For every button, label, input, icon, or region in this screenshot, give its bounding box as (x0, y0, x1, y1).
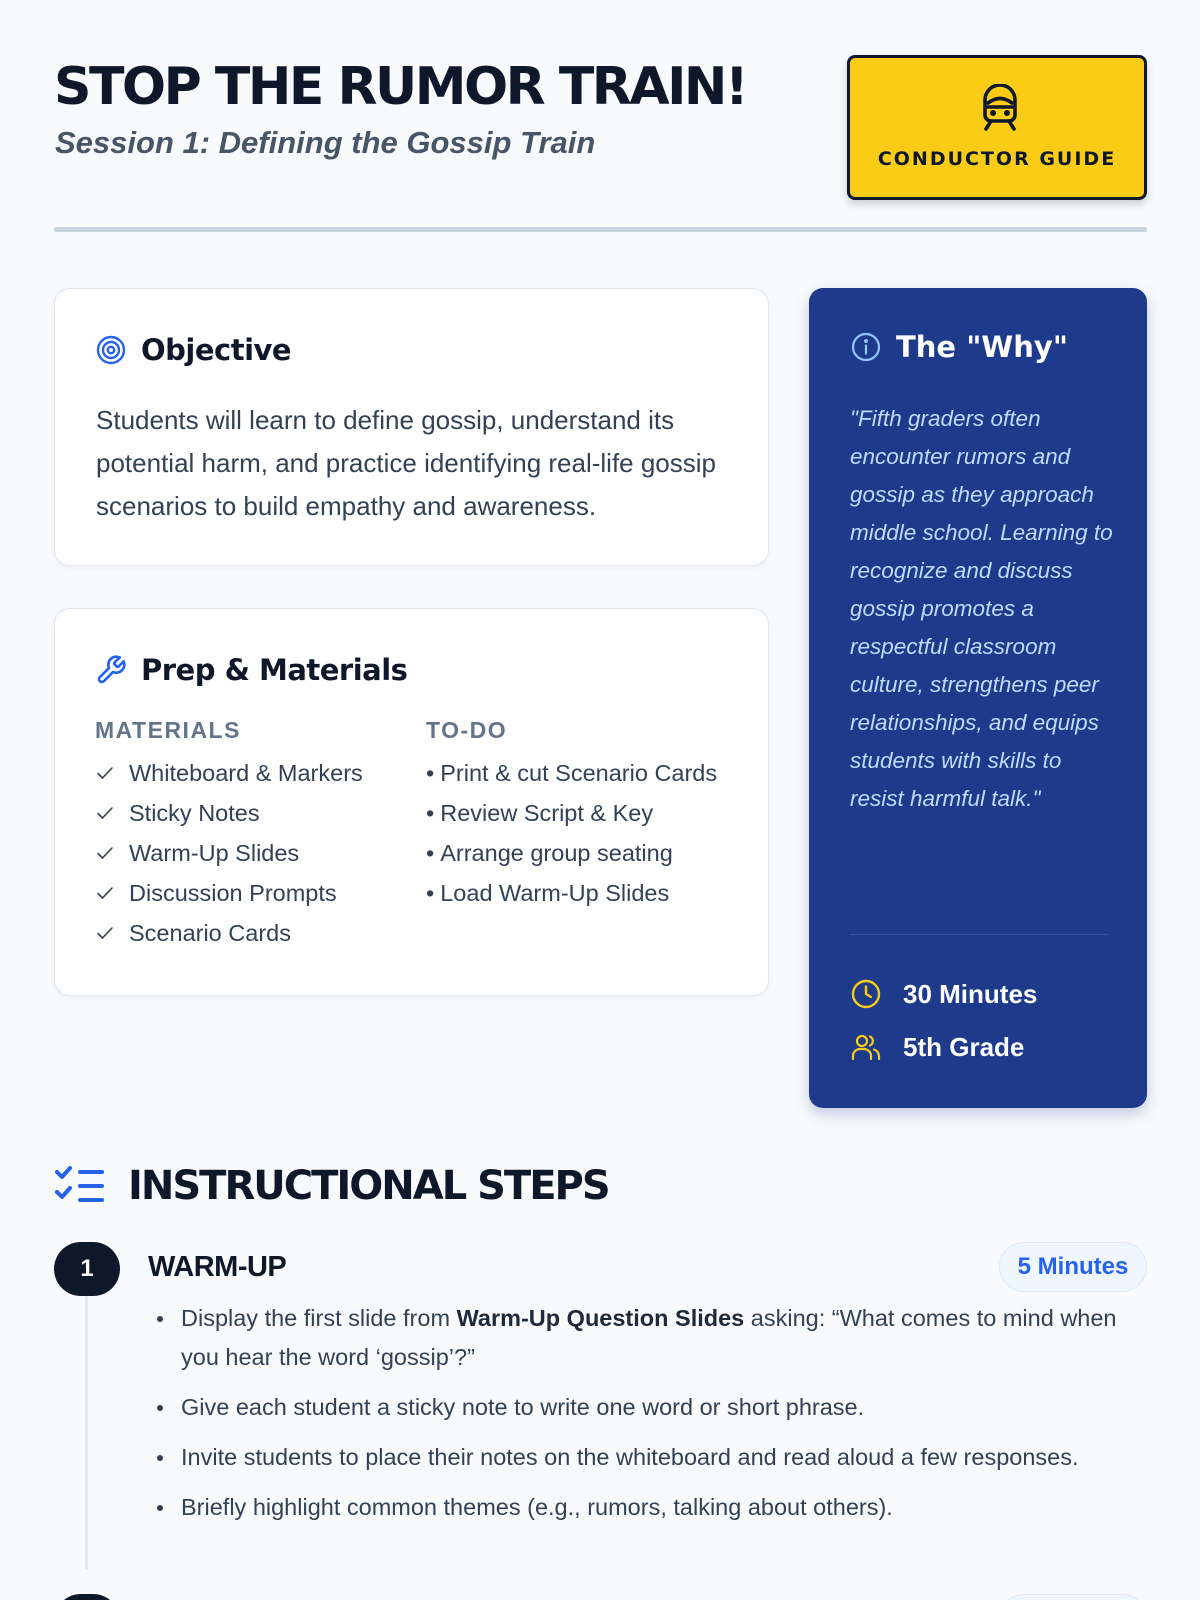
list-item: Briefly highlight common themes (e.g., rumors, talking about others). (156, 1488, 1146, 1527)
why-quote: "Fifth graders often encounter rumors and gossip as they approach middle school. Learning to recognize and discuss gossip promotes a respectful classroom culture, strengthens peer relationships, and equips students with skills to resist harmful talk." (850, 406, 1113, 811)
prep-title: Prep & Materials (141, 653, 408, 687)
todo-heading: TO-DO (426, 717, 508, 743)
check-icon (96, 764, 114, 782)
steps-title: INSTRUCTIONAL STEPS (128, 1163, 609, 1209)
todo-bullet: • (426, 840, 435, 866)
header-divider (54, 227, 1147, 232)
list-item (95, 758, 363, 798)
todo-list (426, 758, 717, 918)
material-label: Sticky Notes (129, 800, 260, 826)
prep-materials-card (54, 608, 769, 996)
info-icon (850, 331, 882, 363)
objective-text: Students will learn to define gossip, understand its potential harm, and practice identifying real-life gossip scenarios to build empathy and awareness. (96, 405, 717, 521)
why-panel (809, 288, 1147, 1108)
list-item (95, 838, 363, 878)
steps-heading (54, 1163, 609, 1209)
why-title: The "Why" (896, 330, 1068, 364)
list-item (426, 878, 717, 918)
todo-bullet: • (426, 880, 435, 906)
todo-label: Print & cut Scenario Cards (440, 760, 718, 786)
todo-column (426, 717, 717, 918)
todo-label: Load Warm-Up Slides (440, 880, 670, 906)
list-item (426, 838, 717, 878)
list-item (426, 758, 717, 798)
material-label: Warm-Up Slides (129, 840, 300, 866)
clock-icon (850, 978, 882, 1010)
objective-heading (95, 333, 291, 367)
check-icon (96, 884, 114, 902)
check-icon (96, 924, 114, 942)
list-item: Give each student a sticky note to write one word or short phrase. (156, 1388, 1146, 1427)
list-item (95, 918, 363, 958)
objective-card (54, 288, 769, 566)
objective-title: Objective (141, 333, 292, 367)
todo-label: Review Script & Key (440, 800, 654, 826)
step-duration-badge: 5 Minutes (999, 1242, 1147, 1292)
materials-heading: MATERIALS (95, 717, 241, 743)
next-step-number (54, 1594, 120, 1600)
list-item (95, 798, 363, 838)
bullet-bold-text: Warm-Up Question Slides (456, 1305, 745, 1331)
conductor-guide-label: CONDUCTOR GUIDE (877, 148, 1117, 170)
list-item (95, 878, 363, 918)
next-step-duration-badge (999, 1594, 1147, 1600)
target-icon (95, 334, 127, 366)
materials-column (95, 717, 363, 958)
wrench-icon (95, 654, 127, 686)
todo-bullet: • (426, 800, 435, 826)
train-icon (977, 84, 1023, 134)
material-label: Whiteboard & Markers (129, 760, 363, 786)
grade-meta (850, 1031, 1024, 1063)
bullet-text: asking: “What comes to mind when you hear the word ‘gossip’?” (181, 1305, 1117, 1370)
checklist-icon (54, 1164, 106, 1208)
step-number: 1 (54, 1242, 120, 1296)
todo-label: Arrange group seating (440, 840, 673, 866)
list-item (156, 1299, 1146, 1377)
material-label: Discussion Prompts (129, 880, 337, 906)
step-connector-line (85, 1295, 88, 1570)
list-item (426, 798, 717, 838)
users-icon (850, 1031, 882, 1063)
conductor-guide-badge (847, 55, 1147, 200)
grade-text: 5th Grade (903, 1031, 1025, 1062)
page-subtitle: Session 1: Defining the Gossip Train (55, 125, 596, 160)
header (54, 55, 1147, 233)
duration-text: 30 Minutes (903, 978, 1038, 1009)
material-label: Scenario Cards (129, 920, 291, 946)
why-divider (850, 934, 1108, 935)
bullet-text: Display the first slide from (181, 1305, 457, 1331)
duration-meta (850, 978, 1037, 1010)
todo-bullet: • (426, 760, 435, 786)
prep-heading (95, 653, 407, 687)
materials-list (95, 758, 363, 958)
list-item: Invite students to place their notes on the whiteboard and read aloud a few responses. (156, 1438, 1146, 1477)
why-heading (850, 330, 1068, 364)
page-title: STOP THE RUMOR TRAIN! (54, 57, 747, 117)
step-bullet-list (156, 1299, 1146, 1538)
check-icon (96, 844, 114, 862)
check-icon (96, 804, 114, 822)
step-title: WARM-UP (148, 1251, 287, 1283)
